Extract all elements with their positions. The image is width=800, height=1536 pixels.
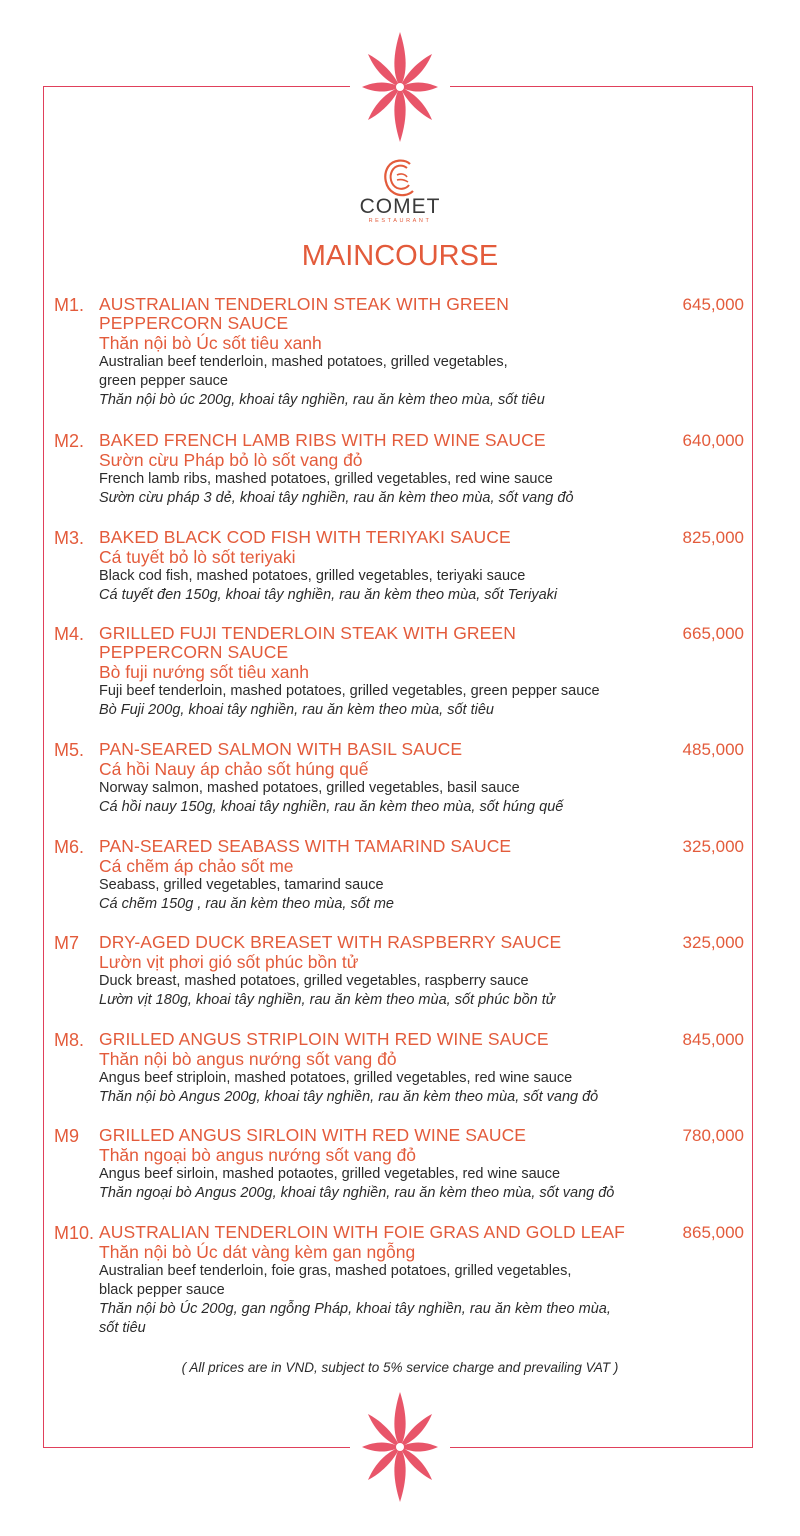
dish-name-vietnamese: Thăn ngoại bò angus nướng sốt vang đỏ xyxy=(99,1145,417,1165)
dish-description: Black cod fish, mashed potatoes, grilled vegetables, teriyaki sauce xyxy=(99,568,526,584)
dish-name-vietnamese: Sườn cừu Pháp bỏ lò sốt vang đỏ xyxy=(99,450,363,470)
dish-name-vietnamese: Lườn vịt phơi gió sốt phúc bồn tử xyxy=(99,952,359,972)
dish-description-vietnamese: Cá tuyết đen 150g, khoai tây nghiền, rau ăn kèm theo mùa, sốt Teriyaki xyxy=(99,587,558,603)
logo-name: COMET xyxy=(359,195,441,218)
dish-description: Angus beef sirloin, mashed potaotes, grilled vegetables, red wine sauce xyxy=(99,1166,561,1182)
dish-description-vietnamese: sốt tiêu xyxy=(99,1320,146,1336)
dish-price: 645,000 xyxy=(682,295,744,314)
dish-name: AUSTRALIAN TENDERLOIN WITH FOIE GRAS AND GOLD LEAF xyxy=(99,1222,625,1242)
dish-code: M6. xyxy=(54,837,85,857)
dish-name: DRY-AGED DUCK BREASET WITH RASPBERRY SAUCE xyxy=(99,932,562,952)
dish-description-vietnamese: Lườn vịt 180g, khoai tây nghiền, rau ăn kèm theo mùa, sốt phúc bồn tử xyxy=(99,992,555,1008)
dish-description: Angus beef striploin, mashed potatoes, grilled vegetables, red wine sauce xyxy=(99,1070,573,1086)
dish-body xyxy=(99,837,674,914)
dish-price: 665,000 xyxy=(682,624,744,643)
dish-name-vietnamese: Thăn nội bò Úc dát vàng kèm gan ngỗng xyxy=(99,1242,416,1262)
dish-code: M7 xyxy=(54,933,80,953)
dish-description: Fuji beef tenderloin, mashed potatoes, grilled vegetables, green pepper sauce xyxy=(99,683,600,699)
dish-description: green pepper sauce xyxy=(99,373,228,389)
dish-description: Duck breast, mashed potatoes, grilled vegetables, raspberry sauce xyxy=(99,973,529,989)
flower-ornament-bottom xyxy=(350,1392,450,1502)
dish-code: M8. xyxy=(54,1030,85,1050)
dish-code: M4. xyxy=(54,624,85,644)
dish-price: 845,000 xyxy=(682,1030,744,1049)
dish-name: AUSTRALIAN TENDERLOIN STEAK WITH GREEN xyxy=(99,294,509,314)
dish-price: 640,000 xyxy=(682,431,744,450)
dish-price: 325,000 xyxy=(682,837,744,856)
dish-description: French lamb ribs, mashed potatoes, grilled vegetables, red wine sauce xyxy=(99,471,553,487)
comet-logo-icon xyxy=(383,158,417,198)
dish-description-vietnamese: Cá hồi nauy 150g, khoai tây nghiền, rau ăn kèm theo mùa, sốt húng quế xyxy=(99,799,564,815)
price-footnote: ( All prices are in VND, subject to 5% service charge and prevailing VAT ) xyxy=(181,1360,619,1375)
dish-name-vietnamese: Thăn nội bò Úc sốt tiêu xanh xyxy=(99,333,322,353)
dish-description: black pepper sauce xyxy=(99,1282,225,1298)
dish-price: 325,000 xyxy=(682,933,744,952)
dish-price: 825,000 xyxy=(682,528,744,547)
dish-name: GRILLED ANGUS STRIPLOIN WITH RED WINE SAUCE xyxy=(99,1029,549,1049)
comet-logo xyxy=(352,158,448,225)
dish-description-vietnamese: Thăn nội bò Úc 200g, gan ngỗng Pháp, khoai tây nghiền, rau ăn kèm theo mùa, xyxy=(99,1301,611,1317)
dish-name-vietnamese: Cá tuyết bỏ lò sốt teriyaki xyxy=(99,547,296,567)
dish-name: PEPPERCORN SAUCE xyxy=(99,642,289,662)
dish-body xyxy=(99,740,674,817)
dish-name: PAN-SEARED SEABASS WITH TAMARIND SAUCE xyxy=(99,836,512,856)
dish-body xyxy=(99,431,674,508)
dish-name: PEPPERCORN SAUCE xyxy=(99,313,289,333)
dish-code: M1. xyxy=(54,295,85,315)
dish-code: M3. xyxy=(54,528,85,548)
dish-name: GRILLED ANGUS SIRLOIN WITH RED WINE SAUCE xyxy=(99,1125,527,1145)
dish-body xyxy=(99,295,674,410)
dish-name-vietnamese: Cá chẽm áp chảo sốt me xyxy=(99,856,294,876)
logo-subtitle: RESTAURANT xyxy=(368,218,432,224)
dish-description-vietnamese: Thăn nội bò úc 200g, khoai tây nghiền, rau ăn kèm theo mùa, sốt tiêu xyxy=(99,392,545,408)
dish-body xyxy=(99,933,674,1010)
dish-body xyxy=(99,1126,674,1203)
dish-price: 485,000 xyxy=(682,740,744,759)
dish-body xyxy=(99,1030,674,1107)
dish-description: Australian beef tenderloin, foie gras, mashed potatoes, grilled vegetables, xyxy=(99,1263,572,1279)
dish-body xyxy=(99,528,674,605)
dish-price: 780,000 xyxy=(682,1126,744,1145)
dish-code: M10. xyxy=(54,1223,95,1243)
dish-description-vietnamese: Sườn cừu pháp 3 dẻ, khoai tây nghiền, rau ăn kèm theo mùa, sốt vang đỏ xyxy=(99,490,574,506)
dish-code: M9 xyxy=(54,1126,80,1146)
dish-description-vietnamese: Cá chẽm 150g , rau ăn kèm theo mùa, sốt me xyxy=(99,896,394,912)
dish-name-vietnamese: Bò fuji nướng sốt tiêu xanh xyxy=(99,662,309,682)
dish-name: BAKED BLACK COD FISH WITH TERIYAKI SAUCE xyxy=(99,527,511,547)
dish-description-vietnamese: Bò Fuji 200g, khoai tây nghiền, rau ăn kèm theo mùa, sốt tiêu xyxy=(99,702,494,718)
page-title: MAINCOURSE xyxy=(301,240,499,272)
flower-ornament-top xyxy=(350,32,450,142)
dish-price: 865,000 xyxy=(682,1223,744,1242)
dish-description: Seabass, grilled vegetables, tamarind sauce xyxy=(99,877,384,893)
dish-description-vietnamese: Thăn ngoại bò Angus 200g, khoai tây nghiền, rau ăn kèm theo mùa, sốt vang đỏ xyxy=(99,1185,615,1201)
dish-name: BAKED FRENCH LAMB RIBS WITH RED WINE SAUCE xyxy=(99,430,546,450)
dish-body xyxy=(99,624,674,720)
dish-description: Australian beef tenderloin, mashed potatoes, grilled vegetables, xyxy=(99,354,508,370)
dish-name: GRILLED FUJI TENDERLOIN STEAK WITH GREEN xyxy=(99,623,516,643)
dish-name-vietnamese: Thăn nội bò angus nướng sốt vang đỏ xyxy=(99,1049,397,1069)
dish-name-vietnamese: Cá hồi Nauy áp chảo sốt húng quế xyxy=(99,759,369,779)
dish-body xyxy=(99,1223,674,1338)
dish-code: M2. xyxy=(54,431,85,451)
dish-name: PAN-SEARED SALMON WITH BASIL SAUCE xyxy=(99,739,463,759)
dish-description: Norway salmon, mashed potatoes, grilled vegetables, basil sauce xyxy=(99,780,520,796)
dish-code: M5. xyxy=(54,740,85,760)
dish-description-vietnamese: Thăn nội bò Angus 200g, khoai tây nghiền, rau ăn kèm theo mùa, sốt vang đỏ xyxy=(99,1089,599,1105)
